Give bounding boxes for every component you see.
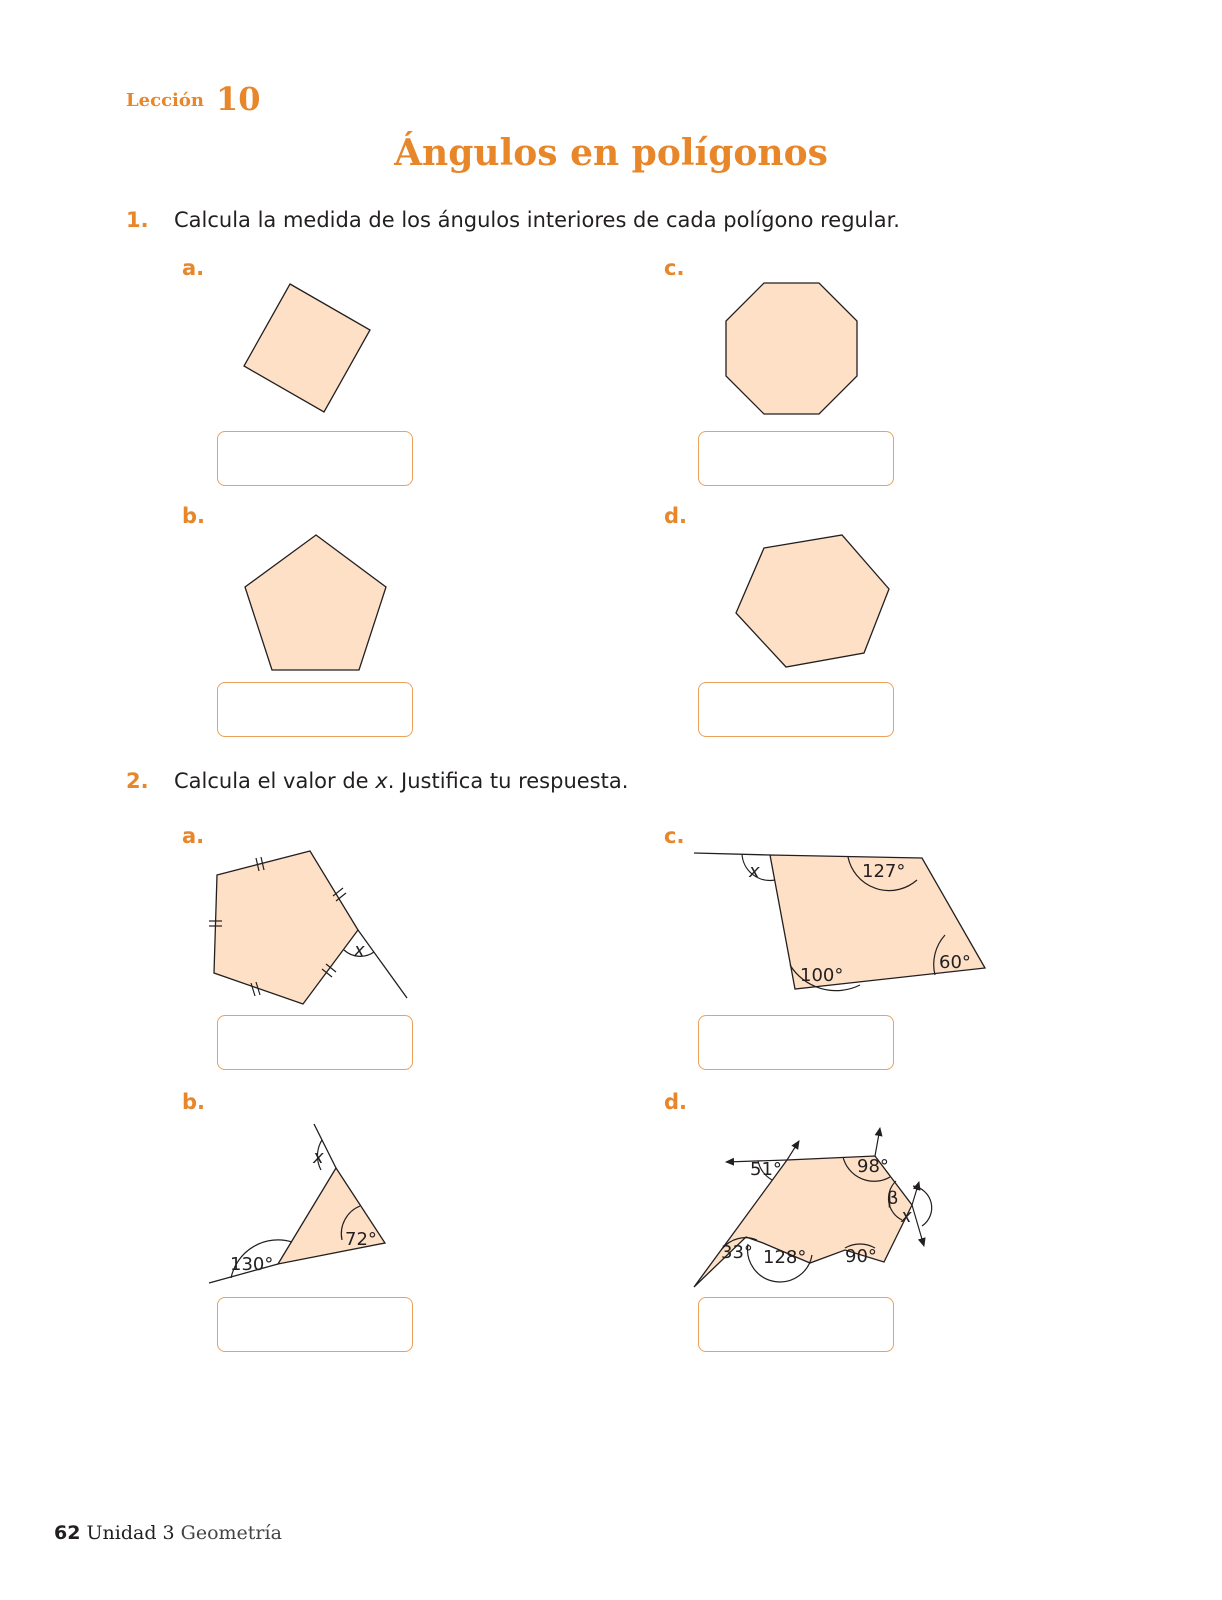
- q2b-angle-x: x: [313, 1147, 324, 1168]
- page-footer: [54, 1522, 282, 1544]
- q2d-angle-128: 128°: [763, 1247, 807, 1268]
- q2c-angle-127: 127°: [862, 861, 906, 882]
- q2c-angle-x: x: [749, 861, 760, 882]
- q1-item-d-label: d.: [664, 504, 688, 528]
- q2b-angle-130: 130°: [230, 1254, 274, 1275]
- q2d-angle-90: 90°: [845, 1246, 877, 1267]
- q2d-angle-33: 33°: [721, 1242, 753, 1263]
- q2d-answer-box[interactable]: [698, 1297, 894, 1352]
- q2c-figure: [694, 853, 985, 991]
- lesson-label: Lección: [126, 90, 204, 111]
- q1-item-c-label: c.: [664, 256, 685, 280]
- q2d-angle-51: 51°: [750, 1159, 782, 1180]
- q2b-angle-72: 72°: [345, 1229, 377, 1250]
- topic-label: Geometría: [180, 1522, 282, 1544]
- page-number: 62: [54, 1522, 81, 1544]
- q2d-angle-x: x: [901, 1206, 912, 1227]
- q2-item-a-label: a.: [182, 824, 205, 848]
- q1-item-a-label: a.: [182, 256, 205, 280]
- question-1-text: Calcula la medida de los ángulos interiores de cada polígono regular.: [174, 208, 900, 232]
- question-2-text: Calcula el valor de x. Justifica tu respuesta.: [174, 769, 629, 793]
- q2-item-b-label: b.: [182, 1090, 206, 1114]
- q2d-angle-98: 98°: [857, 1156, 889, 1177]
- q2c-angle-60: 60°: [939, 952, 971, 973]
- lesson-number: 10: [216, 80, 261, 118]
- q2-item-c-label: c.: [664, 824, 685, 848]
- q2d-figure: [694, 1128, 932, 1287]
- question-1-number: 1.: [126, 208, 149, 232]
- unit-label: Unidad 3: [86, 1522, 175, 1544]
- q2-item-d-label: d.: [664, 1090, 688, 1114]
- q2c-answer-box[interactable]: [698, 1015, 894, 1070]
- q2a-angle-x: x: [354, 940, 365, 961]
- q2a-answer-box[interactable]: [217, 1015, 413, 1070]
- q2a-hexagon: [214, 851, 358, 1004]
- q2b-figure: [209, 1124, 385, 1283]
- q2b-answer-box[interactable]: [217, 1297, 413, 1352]
- q2d-angle-beta: β: [887, 1188, 899, 1209]
- q2c-angle-100: 100°: [800, 965, 844, 986]
- q2a-figure: [209, 851, 407, 1004]
- question-2-number: 2.: [126, 769, 149, 793]
- q1-item-b-label: b.: [182, 504, 206, 528]
- page-title: Ángulos en polígonos: [394, 132, 828, 174]
